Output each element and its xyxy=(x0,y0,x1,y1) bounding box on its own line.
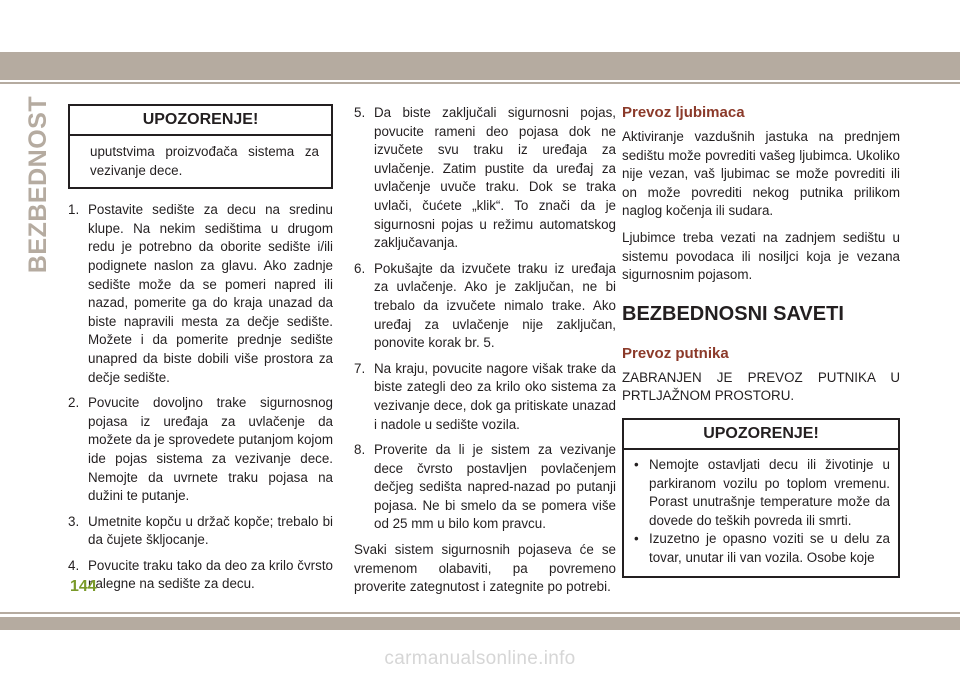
step-item xyxy=(354,104,616,253)
step-text: Postavite sedište za decu na sredinu klupe. Na nekim sedištima u drugom redu je potrebno da oborite sedište i/ili podignete naslon za glavu. Ako zadnje sedište može da se pomeri napred ili nazad, pomerite ga do kraja unazad da biste napravili mesta za dečje sedište. Možete i da pomerite prednje sedište unapred da biste dobili više prostora za dečje sedište. xyxy=(88,202,333,385)
step-item xyxy=(68,557,333,594)
warning-title: UPOZORENJE! xyxy=(70,106,331,136)
warning-body xyxy=(624,450,898,576)
warning-box-passengers xyxy=(622,418,900,578)
step-item xyxy=(68,394,333,506)
bullet-text: Izuzetno je opasno voziti se u delu za tovar, unutar ili van vozila. Osobe koje xyxy=(649,531,890,565)
warning-bullet xyxy=(634,456,890,530)
step-number: 4. xyxy=(68,557,80,573)
step-number: 6. xyxy=(354,260,366,276)
step-number: 5. xyxy=(354,105,366,120)
bullet-icon: • xyxy=(634,531,639,547)
bullet-text: Nemojte ostavljati decu ili životinje u parkiranom vozilu po toplom vremenu. Porast unutrašnje temperature može da dovede do teških povreda ili smrti. xyxy=(649,456,890,528)
warning-body xyxy=(70,136,331,187)
column-right xyxy=(622,104,900,578)
column-middle xyxy=(354,104,616,605)
section-tab xyxy=(24,95,53,273)
step-number: 3. xyxy=(68,513,80,529)
step-number: 8. xyxy=(354,442,366,458)
passengers-heading: Prevoz putnika xyxy=(622,344,729,362)
warning-bullet xyxy=(634,530,890,567)
step-number: 7. xyxy=(354,360,366,376)
step-item xyxy=(354,360,616,434)
step-item xyxy=(68,201,333,387)
bullet-icon: • xyxy=(634,456,639,472)
install-steps-part2 xyxy=(354,104,616,534)
step-item xyxy=(354,441,616,534)
watermark: carmanualsonline.info xyxy=(384,648,576,669)
step-text: Proverite da li je sistem za vezivanje dece čvrsto postavljen povlačenjem dečjeg sedišta napred-nazad po putanji pojasa. Ne bi smelo da se pomera više od 25 mm u bilo kom pravcu. xyxy=(374,442,616,532)
step-number: 2. xyxy=(68,395,80,411)
safety-tips-heading: BEZBEDNOSNI SAVETI xyxy=(622,302,844,325)
header-rule xyxy=(0,82,960,84)
passengers-paragraph: ZABRANJEN JE PREVOZ PUTNIKA U PRTLJAŽNOM PROSTORU. xyxy=(622,369,900,404)
footer-rule xyxy=(0,612,960,614)
step-text: Na kraju, povucite nagore višak trake da biste zategli deo za krilo oko sistema za vezivanje dece, dok ga pritiskate unazad i nadole u sedište vozila. xyxy=(374,360,616,432)
warning-title: UPOZORENJE! xyxy=(624,420,898,450)
step-text: Umetnite kopču u držač kopče; trebalo bi da čujete škljocanje. xyxy=(88,513,333,548)
section-tab-label: BEZBEDNOST xyxy=(24,95,53,273)
step-number: 1. xyxy=(68,202,80,218)
page-number: 144 xyxy=(70,578,97,595)
belt-check-paragraph: Svaki sistem sigurnosnih pojaseva će se vremenom olabaviti, pa povremeno proverite zategnutost i zategnite po potrebi. xyxy=(354,542,616,595)
header-band xyxy=(0,52,960,80)
column-left xyxy=(68,104,333,601)
pets-heading: Prevoz ljubimaca xyxy=(622,104,745,121)
warning-text: uputstvima proizvođača sistema za vezivanje dece. xyxy=(90,144,319,178)
install-steps-part1 xyxy=(68,201,333,594)
warning-bullets xyxy=(634,456,890,568)
step-text: Pokušajte da izvučete traku iz uređaja za uvlačenje. Ako je zaključan, ne bi trebalo da izvučete nimalo trake. Ako uređaj za uvlačenje nije zaključan, ponovite korak br. 5. xyxy=(374,260,616,351)
pets-paragraph-2: Ljubimce treba vezati na zadnjem sedištu u sistemu povodaca ili nosiljci koja je vezana sigurnosnim pojasom. xyxy=(622,229,900,283)
step-text: Da biste zaključali sigurnosni pojas, povucite rameni deo pojasa dok ne izvučete svu traku iz uređaja za uvlačenje. Zatim pustite da uređaj za uvlačenje uvuče traku. Dok se traka uvlači, čućete „klik“. To znači da je sigurnosni pojas u režimu automatskog zaključavanja. xyxy=(374,105,616,251)
warning-box-child-seat xyxy=(68,104,333,189)
step-text: Povucite traku tako da deo za krilo čvrsto nalegne na sedište za decu. xyxy=(88,557,333,592)
pets-paragraph-1: Aktiviranje vazdušnih jastuka na prednjem sedištu može povrediti vašeg ljubimca. Ukoliko nije vezan, vaš ljubimac se može povrediti ili on može povrediti nekog putnika prilikom naglog kočenja ili sudara. xyxy=(622,129,900,219)
step-item xyxy=(354,260,616,353)
step-item xyxy=(68,513,333,550)
step-text: Povucite dovoljno trake sigurnosnog pojasa iz uređaja za uvlačenje da možete da je sprovedete putanjom kojom ide pojas sistema za vezivanje dece. Nemojte da uvrnete traku pojasa na dužini te putanje. xyxy=(88,395,333,504)
footer-band xyxy=(0,617,960,630)
